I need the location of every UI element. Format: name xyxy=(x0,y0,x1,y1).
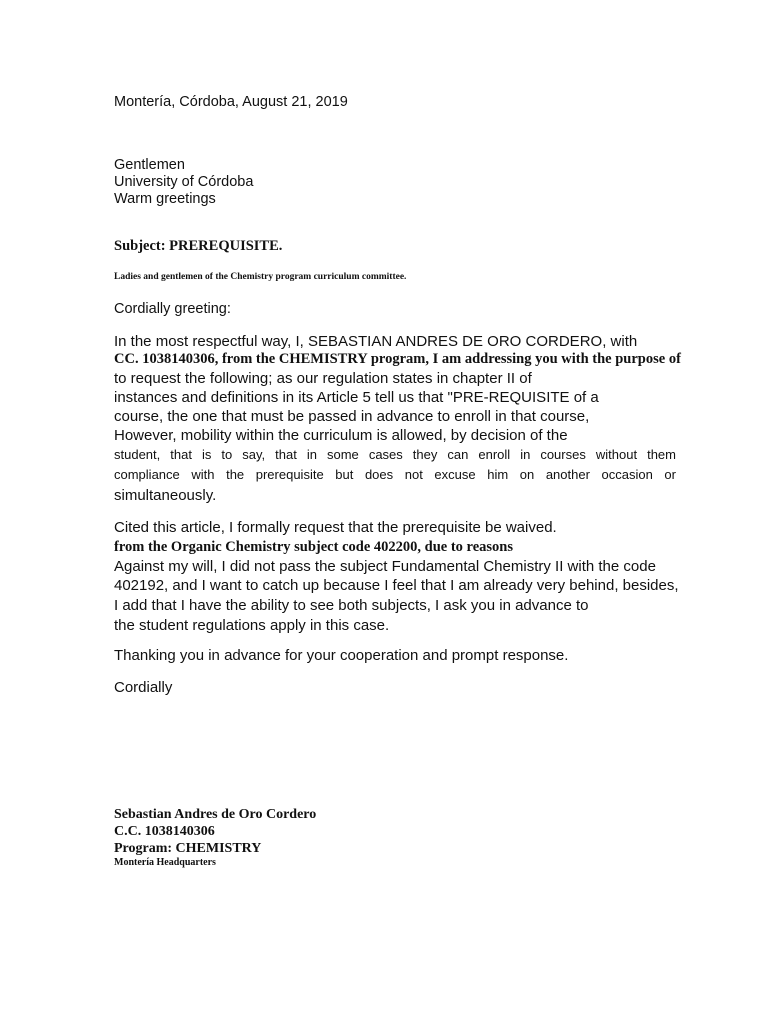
recipient-block xyxy=(114,157,676,208)
para2-line-3: Against my will, I did not pass the subject Fundamental Chemistry II with the code xyxy=(114,558,656,575)
para2-line-6: the student regulations apply in this case. xyxy=(114,617,390,634)
para1-line-7: student, that is to say, that in some cases they can enroll in courses without them xyxy=(114,447,676,462)
committee-line: Ladies and gentlemen of the Chemistry program curriculum committee. xyxy=(114,272,407,282)
signature-id: C.C. 1038140306 xyxy=(114,824,215,839)
subject-line: Subject: PREREQUISITE. xyxy=(114,238,283,254)
signature-headquarters: Montería Headquarters xyxy=(114,857,216,868)
closing-line: Cordially xyxy=(114,679,173,696)
recipient-line-1: Gentlemen xyxy=(114,157,185,173)
para1-line-3: to request the following; as our regulation states in chapter II of xyxy=(114,370,532,387)
para2-line-2: from the Organic Chemistry subject code 402200, due to reasons xyxy=(114,539,513,555)
paragraph-1 xyxy=(114,333,681,506)
para2-line-4: 402192, and I want to catch up because I feel that I am already very behind, besides, xyxy=(114,577,679,594)
paragraph-2 xyxy=(114,518,679,636)
para1-line-5: course, the one that must be passed in advance to enroll in that course, xyxy=(114,408,590,425)
date-line: Montería, Córdoba, August 21, 2019 xyxy=(114,94,348,110)
recipient-line-2: University of Córdoba xyxy=(114,174,254,190)
para2-line-5: I add that I have the ability to see both subjects, I ask you in advance to xyxy=(114,597,589,614)
para1-line-6: However, mobility within the curriculum is allowed, by decision of the xyxy=(114,427,568,444)
signature-name: Sebastian Andres de Oro Cordero xyxy=(114,807,317,822)
signature-program: Program: CHEMISTRY xyxy=(114,841,262,856)
para2-line-1: Cited this article, I formally request that the prerequisite be waived. xyxy=(114,519,557,536)
recipient-line-3: Warm greetings xyxy=(114,191,216,207)
para1-line-1: In the most respectful way, I, SEBASTIAN ANDRES DE ORO CORDERO, with xyxy=(114,333,638,350)
para1-line-8: compliance with the prerequisite but does not excuse him on another occasion or xyxy=(114,467,676,482)
thanks-line: Thanking you in advance for your cooperation and prompt response. xyxy=(114,647,569,664)
para1-line-9: simultaneously. xyxy=(114,487,217,504)
greeting-line: Cordially greeting: xyxy=(114,301,231,317)
para1-line-4: instances and definitions in its Article 5 tell us that "PRE-REQUISITE of a xyxy=(114,389,599,406)
signature-block xyxy=(114,806,676,869)
para1-line-2: CC. 1038140306, from the CHEMISTRY program, I am addressing you with the purpose of xyxy=(114,351,681,367)
